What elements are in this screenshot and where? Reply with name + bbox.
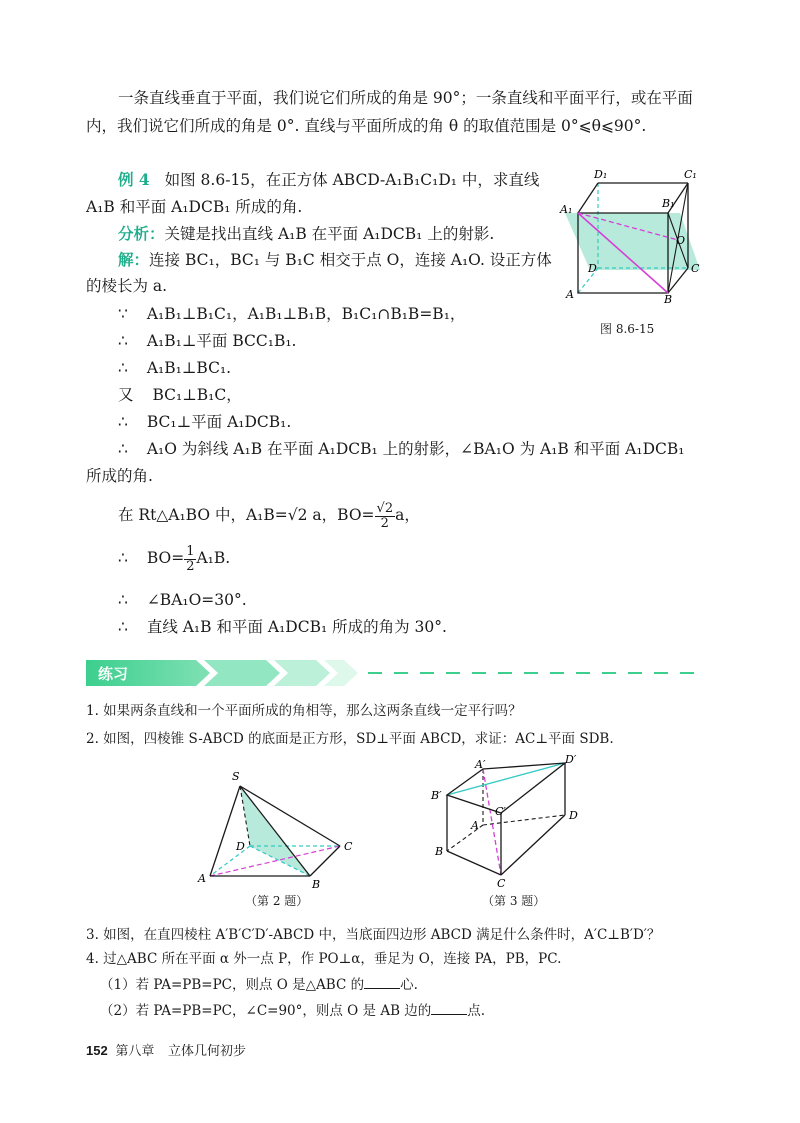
- edge-cd: [501, 815, 565, 875]
- label-c: C: [344, 840, 353, 853]
- question-4-part-1: [100, 976, 418, 994]
- label-d: D: [588, 262, 597, 275]
- label-o: O: [676, 234, 686, 247]
- label-d-prime: D′: [565, 755, 577, 766]
- step-text: BC₁⊥B₁C，: [152, 386, 242, 404]
- example-line-2: A₁B 和平面 A₁DCB₁ 所成的角.: [86, 198, 303, 216]
- label-a: A: [198, 872, 206, 885]
- bo-text-b: A₁B.: [196, 549, 231, 567]
- frac-denominator: 2: [380, 515, 389, 531]
- step-text: A₁B₁⊥B₁C₁，A₁B₁⊥B₁B，B₁C₁∩B₁B=B₁，: [146, 305, 466, 323]
- question-1: 1. 如果两条直线和一个平面所成的角相等，那么这两条直线一定平行吗？: [86, 703, 522, 719]
- edge: [578, 183, 598, 213]
- bo-text-a: BO=: [146, 549, 185, 567]
- step-6-cont: 所成的角.: [86, 467, 153, 485]
- label-c: C: [691, 262, 700, 275]
- intro-line-2: 内，我们说它们所成的角是 0°. 直线与平面所成的角 θ 的取值范围是 0°⩽θ⩽90°.: [86, 117, 647, 135]
- banner-chevron-2: [274, 660, 330, 686]
- top-face: [447, 763, 565, 813]
- solution-line-2: 的棱长为 a.: [86, 277, 168, 295]
- step-1: [118, 304, 465, 324]
- step-3: [118, 358, 231, 378]
- label-b: B: [312, 878, 321, 891]
- q3-caption: （第 3 题）: [482, 894, 546, 908]
- label-c1: C₁: [684, 168, 697, 181]
- label-b1: B₁: [662, 197, 675, 210]
- spacer: [565, 187, 675, 213]
- angle-text: ∠BA₁O=30°.: [146, 591, 247, 609]
- page-number: 152: [86, 1043, 108, 1058]
- frac-numerator: 1: [186, 543, 195, 559]
- step-symbol: ∴: [118, 359, 128, 377]
- exercise-banner: [86, 660, 700, 686]
- q4-1-text-a: （1）若 PA=PB=PC，则点 O 是△ABC 的: [100, 977, 365, 993]
- example-label: 例 4: [118, 170, 150, 189]
- step-text: BC₁⊥平面 A₁DCB₁.: [146, 413, 292, 431]
- rt-fraction: [375, 502, 396, 531]
- prism-figure: [425, 755, 605, 890]
- analysis-line: [118, 224, 494, 244]
- step-symbol: ∴: [118, 440, 128, 458]
- frac-numerator: √2: [376, 500, 394, 516]
- label-d: D: [569, 809, 578, 822]
- analysis-label: 分析：: [118, 224, 165, 243]
- label-s: S: [232, 770, 240, 783]
- label-d1: D₁: [594, 168, 608, 181]
- intro-line-1: 一条直线垂直于平面，我们说它们所成的角是 90°；一条直线和平面平行，或在平面: [118, 89, 693, 107]
- label-d: D: [236, 840, 245, 853]
- step-symbol: ∵: [118, 305, 128, 323]
- label-b: B: [435, 845, 444, 858]
- cube-figure: [550, 165, 720, 340]
- bo-symbol: ∴: [118, 549, 128, 567]
- step-text: A₁B₁⊥平面 BCC₁B₁.: [146, 332, 297, 350]
- label-c: C: [497, 877, 506, 890]
- rt-text-a: 在 Rt△A₁BO 中，A₁B=√2 a，BO=: [118, 506, 375, 524]
- label-a-prime: A′: [475, 758, 486, 771]
- rt-text-b: a，: [395, 506, 420, 524]
- exercise-title: 练习: [98, 665, 129, 683]
- rt-line: [118, 500, 420, 531]
- footer: [86, 1040, 246, 1059]
- frac-denominator: 2: [186, 558, 195, 574]
- edge-sa: [210, 786, 240, 876]
- step-6: [118, 439, 684, 459]
- label-a: A: [566, 288, 574, 301]
- question-2: 2. 如图，四棱锥 S-ABCD 的底面是正方形，SD⊥平面 ABCD，求证：AC⊥平面 SDB.: [86, 731, 614, 747]
- step-2: [118, 331, 296, 351]
- edge-bc: [447, 851, 501, 875]
- q4-2-text-b: 点.: [467, 1003, 486, 1019]
- answer-blank[interactable]: [364, 976, 400, 989]
- final-symbol: ∴: [118, 618, 128, 636]
- chapter-number: 第八章: [115, 1043, 155, 1058]
- question-4: 4. 过△ABC 所在平面 α 外一点 P，作 PO⊥α，垂足为 O，连接 PA，PB，PC.: [86, 951, 562, 967]
- final-line: [118, 617, 447, 637]
- q2-caption: （第 2 题）: [245, 894, 309, 908]
- analysis-text: 关键是找出直线 A₁B 在平面 A₁DCB₁ 上的射影.: [164, 225, 495, 243]
- step-symbol: ∴: [118, 332, 128, 350]
- solution-line: [118, 250, 552, 270]
- angle-symbol: ∴: [118, 591, 128, 609]
- edge: [668, 268, 688, 293]
- label-a: A: [471, 819, 479, 832]
- step-text: A₁O 为斜线 A₁B 在平面 A₁DCB₁ 上的射影，∠BA₁O 为 A₁B 和平面 A₁DCB₁: [146, 440, 685, 458]
- label-a1: A₁: [560, 203, 573, 216]
- step-symbol: 又: [118, 386, 134, 404]
- banner-chevron-1: [204, 660, 280, 686]
- label-b-prime: B′: [431, 789, 442, 802]
- question-4-part-2: [100, 1002, 485, 1020]
- step-5: [118, 412, 291, 432]
- figure-caption: 图 8.6-15: [600, 322, 655, 336]
- final-text: 直线 A₁B 和平面 A₁DCB₁ 所成的角为 30°.: [146, 618, 447, 636]
- solution-text: 连接 BC₁，BC₁ 与 B₁C 相交于点 O，连接 A₁O. 设正方体: [149, 251, 552, 269]
- chapter-title: 立体几何初步: [167, 1043, 246, 1058]
- label-c-prime: C′: [495, 805, 506, 818]
- pyramid-figure: [190, 762, 370, 897]
- label-b: B: [664, 293, 673, 306]
- bo-line: [118, 543, 230, 574]
- step-symbol: ∴: [118, 413, 128, 431]
- answer-blank[interactable]: [431, 1002, 467, 1015]
- solution-label: 解：: [118, 250, 150, 269]
- example-line-1: 如图 8.6-15，在正方体 ABCD-A₁B₁C₁D₁ 中，求直线: [164, 171, 540, 189]
- step-text: A₁B₁⊥BC₁.: [146, 359, 232, 377]
- question-3: 3. 如图，在直四棱柱 A′B′C′D′-ABCD 中，当底面四边形 ABCD 满足什么条件时，A′C⊥B′D′？: [86, 927, 661, 943]
- bo-fraction: [184, 545, 196, 574]
- q4-1-text-b: 心.: [400, 977, 418, 993]
- step-4: [118, 385, 242, 405]
- q4-2-text-a: （2）若 PA=PB=PC，∠C=90°，则点 O 是 AB 边的: [100, 1003, 432, 1019]
- edge-bc: [310, 846, 340, 876]
- example-heading: [118, 170, 539, 190]
- angle-line: [118, 590, 247, 610]
